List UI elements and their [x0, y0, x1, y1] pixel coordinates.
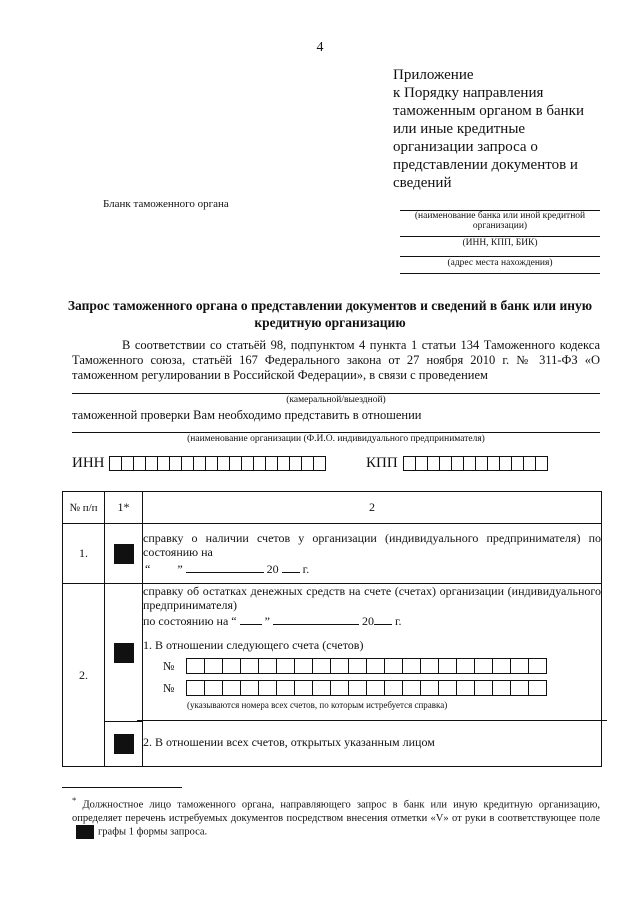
row2-option1-checkbox-mark: [114, 643, 134, 663]
check-text: таможенной проверки Вам необходимо представить в отношении: [72, 408, 422, 422]
footnote-field-word: поле: [579, 812, 601, 824]
row2-option2-checkbox-mark: [114, 734, 134, 754]
org-name-line: [72, 432, 600, 433]
footnote-mark-sample: [76, 825, 94, 839]
address-caption: (адрес места нахождения): [447, 258, 553, 268]
account-no-label: №: [163, 659, 175, 673]
row2-date-mid: ”: [264, 614, 270, 628]
document-title: Запрос таможенного органа о представлении документов и сведений в банк или иную кредитную организацию: [67, 298, 593, 330]
row1-checkbox-mark: [114, 544, 134, 564]
accounts-caption: (указываются номера всех счетов, по которым истребуется справка): [187, 700, 448, 710]
row2-text: справку об остатках денежных средств на счете (счетах) организации (индивидуального предпринимателя): [143, 584, 601, 612]
row2-date: [143, 612, 601, 628]
appendix-line: сведений: [393, 175, 452, 191]
address-line-2: [400, 273, 600, 274]
row2-option1-label: 1. В отношении следующего счета (счетов): [143, 638, 364, 652]
appendix-line: Приложение: [393, 67, 474, 83]
row2-year-prefix: 20: [361, 614, 374, 628]
footnote-separator: [62, 787, 182, 788]
account-1-cells[interactable]: [187, 658, 547, 674]
col-number-header: № п/п: [63, 492, 105, 524]
row2-option1-mark-cell[interactable]: [105, 584, 142, 722]
kpp-label: КПП: [366, 455, 398, 471]
intro-text: В соответствии со статьёй 98, подпунктом 4 пункта 1 статьи 134 Таможенного кодекса Таможенного союза, статьёй 167 Федерального закона от 27 ноября 2010 г. № 311-ФЗ «О таможенном регулировании в Российской Федерации», в связи с проведением: [72, 338, 600, 382]
row1-number: 1.: [63, 524, 105, 584]
customs-blank-label: Бланк таможенного органа: [103, 198, 229, 210]
row2-year-suffix: г.: [394, 614, 402, 628]
page-number: 4: [316, 40, 324, 55]
address-line: [400, 256, 600, 257]
account-no-label: №: [163, 681, 175, 695]
appendix-heading: [393, 66, 623, 192]
footnote-star: *: [72, 795, 77, 805]
footnote-tail: графы 1 формы запроса.: [98, 825, 208, 837]
row2-date-prefix: по состоянию на “: [143, 614, 237, 628]
row1-date: [143, 560, 601, 576]
account-2-cells[interactable]: [187, 680, 547, 696]
row1-year-blank[interactable]: [282, 560, 300, 573]
row1-year-suffix: г.: [302, 562, 310, 576]
row2-content: [143, 584, 602, 767]
appendix-line: таможенным органом в банки: [393, 103, 584, 119]
kpp-cells[interactable]: [404, 456, 548, 471]
row1-year-prefix: 20: [266, 562, 279, 576]
row1-month-blank[interactable]: [186, 560, 264, 573]
bank-name-caption: (наименование банка или иной кредитной организации): [414, 211, 586, 231]
row1-date-open: “: [145, 562, 151, 576]
row1-mark-cell[interactable]: [105, 524, 143, 584]
request-table: [62, 491, 602, 767]
inn-label: ИНН: [72, 455, 105, 471]
appendix-line: организации запроса о: [393, 139, 538, 155]
codes-line: [400, 236, 600, 237]
row2-year-blank[interactable]: [374, 612, 392, 625]
codes-caption: (ИНН, КПП, БИК): [462, 238, 538, 248]
account-row-1: [143, 656, 601, 678]
account-row-2: [143, 678, 601, 698]
appendix-line: представлении документов и: [393, 157, 578, 173]
row2-day-blank[interactable]: [240, 612, 262, 625]
inn-cells[interactable]: [110, 456, 326, 471]
col-mark-header: 1*: [105, 492, 143, 524]
org-name-caption: (наименование организации (Ф.И.О. индивидуального предпринимателя): [187, 434, 485, 444]
intro-paragraph: [72, 338, 600, 383]
check-type-line: [72, 393, 600, 394]
check-type-caption: (камеральной/выездной): [286, 395, 386, 405]
appendix-line: к Порядку направления: [393, 85, 544, 101]
footnote: [72, 794, 600, 839]
appendix-line: или иные кредитные: [393, 121, 526, 137]
footnote-text: Должностное лицо таможенного органа, направляющего запрос в банк или иную кредитную организацию, определяет перечень истребуемых документов посредством внесения отметки «V» от руки в соответствующее: [72, 799, 601, 824]
col-content-header: 2: [143, 492, 602, 524]
row2-number: 2.: [63, 584, 105, 767]
row1-content: [143, 524, 602, 584]
row1-text: справку о наличии счетов у организации (индивидуального предпринимателя) по состоянию на: [143, 531, 601, 559]
row2-option2-label: 2. В отношении всех счетов, открытых указанным лицом: [137, 720, 607, 749]
row1-date-close: ”: [177, 562, 183, 576]
row2-month-blank[interactable]: [273, 612, 359, 625]
